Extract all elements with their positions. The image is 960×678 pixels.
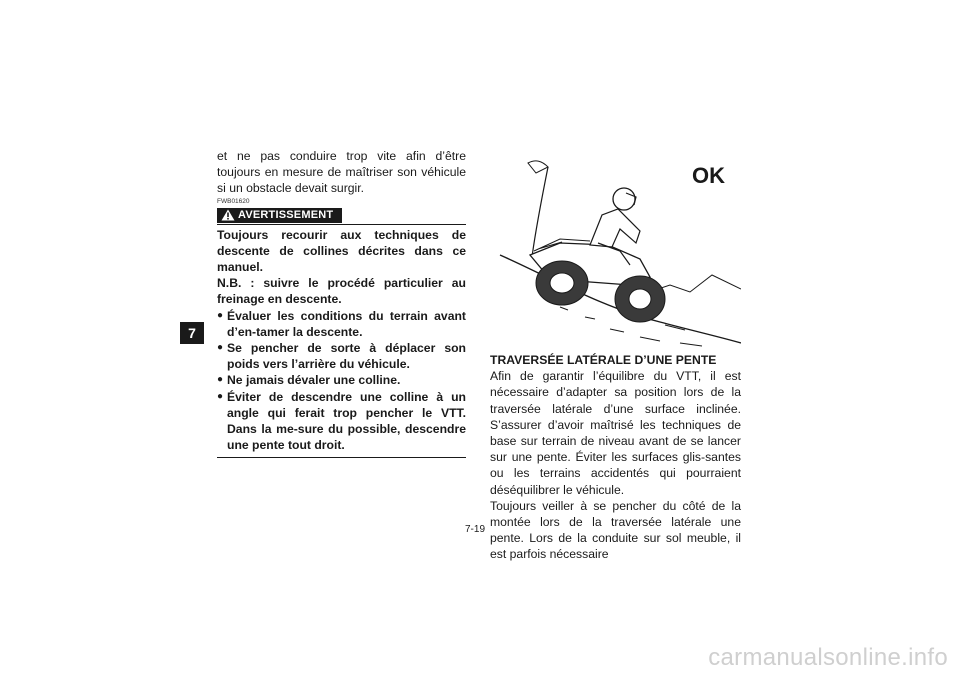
bullet-dot-icon: ● [217, 374, 224, 386]
warning-bullet-text: Éviter de descendre une colline à un angle qui ferait trop pencher le VTT. Dans la me-sure du possible, descendre une pente tout droit. [227, 389, 466, 453]
warning-label: AVERTISSEMENT [238, 209, 334, 222]
warning-bullet-text: Ne jamais dévaler une colline. [227, 373, 401, 388]
bullet-dot-icon: ● [217, 390, 224, 402]
warning-code: FWB01620 [217, 197, 250, 205]
warning-bullet [217, 340, 466, 372]
left-column [217, 148, 466, 458]
illustration-ok-label: OK [692, 163, 725, 188]
warning-footer-rule [217, 457, 466, 458]
atv-downhill-illustration [490, 147, 741, 352]
bullet-dot-icon: ● [217, 309, 224, 321]
warning-line-1: Toujours recourir aux techniques de descente de collines décrites dans ce manuel. [217, 227, 466, 275]
rider-body [590, 209, 640, 247]
right-column [490, 147, 741, 563]
warning-bullet [217, 372, 466, 388]
warning-bullet-text: Évaluer les conditions du terrain avant d’en-tamer la descente. [227, 308, 466, 339]
chapter-tab [180, 322, 204, 344]
front-wheel [615, 276, 665, 322]
rear-wheel [536, 261, 588, 305]
flag-pole [532, 167, 548, 257]
warning-header [217, 208, 466, 225]
intro-paragraph: et ne pas conduire trop vite afin d’être toujours en mesure de maîtriser son véhicule si un obstacle devait surgir. [217, 149, 466, 196]
warning-bullet-text: Se pencher de sorte à déplacer son poids vers l’arrière du véhicule. [227, 341, 466, 372]
warning-line-2: N.B. : suivre le procédé particulier au freinage en descente. [217, 276, 466, 307]
warning-triangle-icon [221, 209, 235, 221]
section-title: TRAVERSÉE LATÉRALE D’UNE PENTE [490, 353, 717, 367]
warning-body [217, 227, 466, 454]
section-paragraph-2: Toujours veiller à se pencher du côté de la montée lors de la traversée latérale une pente. Lors de la conduite sur sol meuble, il est parfois nécessaire [490, 498, 741, 562]
bullet-dot-icon: ● [217, 342, 224, 354]
warning-bullet [217, 308, 466, 340]
warning-bullet [217, 389, 466, 454]
flag [528, 161, 548, 173]
chapter-number: 7 [188, 325, 196, 341]
warning-badge [217, 208, 342, 223]
section-paragraph-1: Afin de garantir l’équilibre du VTT, il est nécessaire d’adapter sa position lors de la traversée latérale d’une surface inclinée. S’assurer d’avoir maîtrisé les techniques de base sur terrain de niveau avant de se lancer sur une pente. Éviter les surfaces glis-santes ou les terrains accidentés qui pourraient déséquilibrer le véhicule. [490, 369, 741, 497]
rider-helmet [613, 188, 635, 210]
watermark: carmanualsonline.info [708, 644, 948, 671]
page-number: 7-19 [465, 524, 486, 535]
